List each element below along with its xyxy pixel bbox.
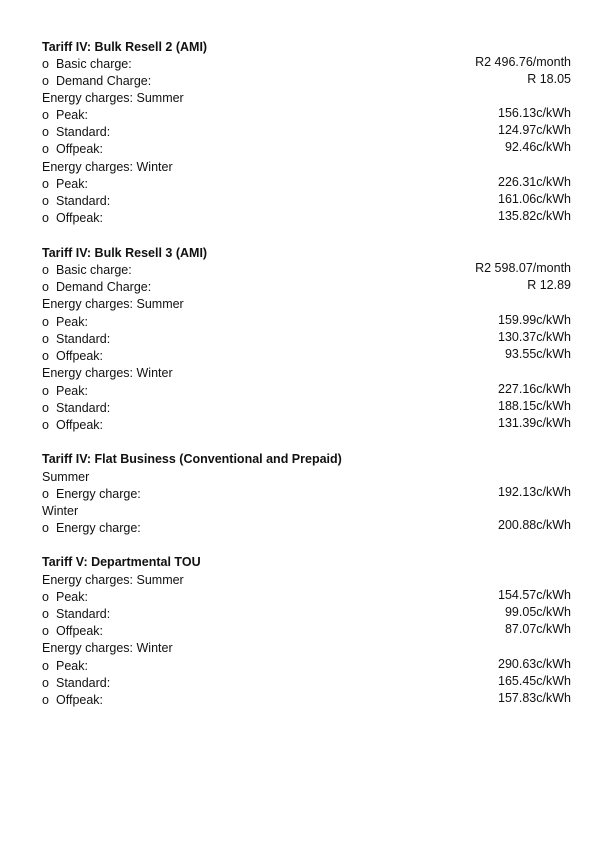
subheading: Energy charges: Winter [42, 641, 173, 655]
subheading: Energy charges: Summer [42, 573, 184, 587]
list-item: o Peak: [42, 315, 88, 329]
charge-value: 87.07c/kWh [504, 622, 571, 636]
list-item: o Offpeak: [42, 624, 104, 638]
list-item: o Standard: [42, 401, 111, 415]
list-item: o Demand Charge: [42, 280, 152, 294]
subheading: Summer [42, 470, 90, 484]
list-item: o Offpeak: [42, 693, 104, 707]
list-item: o Standard: [42, 607, 111, 621]
charge-value: 99.05c/kWh [504, 605, 571, 619]
charge-value: 226.31c/kWh [498, 175, 571, 189]
charge-value: 92.46c/kWh [504, 140, 571, 154]
charge-value: 93.55c/kWh [504, 347, 571, 361]
charge-value: 188.15c/kWh [498, 399, 571, 413]
list-item: o Basic charge: [42, 263, 132, 277]
list-item: o Standard: [42, 676, 111, 690]
charge-value: 157.83c/kWh [498, 691, 571, 705]
list-item: o Offpeak: [42, 349, 104, 363]
list-item: o Energy charge: [42, 487, 141, 501]
charge-value: 131.39c/kWh [498, 416, 571, 430]
charge-value: 156.13c/kWh [498, 106, 571, 120]
charge-value: 161.06c/kWh [498, 192, 571, 206]
list-item: o Peak: [42, 384, 88, 398]
list-item: o Demand Charge: [42, 74, 152, 88]
list-item: o Basic charge: [42, 57, 132, 71]
list-item: o Peak: [42, 590, 88, 604]
charge-value: 130.37c/kWh [498, 330, 571, 344]
charge-value: R2 598.07/month [475, 261, 571, 275]
list-item: o Energy charge: [42, 521, 141, 535]
list-item: o Peak: [42, 177, 88, 191]
charge-value: 192.13c/kWh [498, 485, 571, 499]
subheading: Energy charges: Summer [42, 91, 184, 105]
list-item: o Standard: [42, 332, 111, 346]
list-item: o Offpeak: [42, 418, 104, 432]
list-item: o Peak: [42, 108, 88, 122]
list-item: o Standard: [42, 194, 111, 208]
section-title: Tariff V: Departmental TOU [42, 555, 201, 569]
subheading: Energy charges: Winter [42, 160, 173, 174]
subheading: Winter [42, 504, 79, 518]
subheading: Energy charges: Summer [42, 297, 184, 311]
charge-value: 165.45c/kWh [498, 674, 571, 688]
section-title: Tariff IV: Flat Business (Conventional and Prepaid) [42, 452, 342, 466]
subheading: Energy charges: Winter [42, 366, 173, 380]
list-item: o Offpeak: [42, 211, 104, 225]
list-item: o Offpeak: [42, 142, 104, 156]
section-title: Tariff IV: Bulk Resell 2 (AMI) [42, 40, 208, 54]
list-item: o Standard: [42, 125, 111, 139]
section-title: Tariff IV: Bulk Resell 3 (AMI) [42, 246, 208, 260]
charge-value: 124.97c/kWh [498, 123, 571, 137]
charge-value: 135.82c/kWh [498, 209, 571, 223]
charge-value: 227.16c/kWh [498, 382, 571, 396]
charge-value: 290.63c/kWh [498, 657, 571, 671]
charge-value: R2 496.76/month [475, 55, 571, 69]
charge-value: 154.57c/kWh [498, 588, 571, 602]
charge-value: 200.88c/kWh [498, 518, 571, 532]
charge-value: 159.99c/kWh [498, 313, 571, 327]
charge-value: R 18.05 [527, 72, 571, 86]
list-item: o Peak: [42, 659, 88, 673]
charge-value: R 12.89 [527, 278, 571, 292]
